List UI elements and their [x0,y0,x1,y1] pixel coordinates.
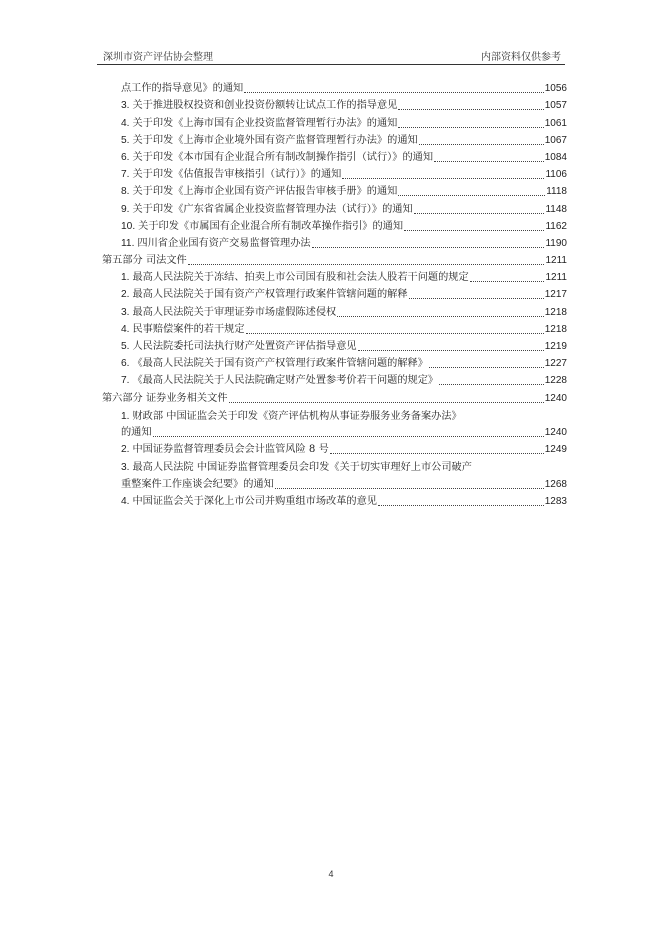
toc-entry[interactable] [97,198,567,215]
toc-entry-number: 2. [121,444,130,456]
toc-entry[interactable] [97,284,567,301]
toc-entry-number: 7. [121,169,130,181]
dot-leader [342,177,544,179]
toc-entry-number: 3. [121,462,130,474]
dot-leader [434,160,544,162]
toc-entry[interactable] [97,216,567,233]
toc-entry-title: 关于印发《上海市企业境外国有资产监督管理暂行办法》的通知 [132,134,418,146]
toc-entry-page: 1190 [545,237,567,249]
toc-entry-page: 1219 [544,341,567,352]
toc-entry[interactable] [97,319,567,336]
toc-entry-title: 最高人民法院关于冻结、拍卖上市公司国有股和社会法人股若干问题的规定 [132,272,469,284]
toc-entry-first-line[interactable] [97,456,567,473]
toc-entry-page: 1057 [544,100,567,112]
toc-entry-title: 财政部 中国证监会关于印发《资产评估机构从事证券服务业务备案办法》 [132,410,462,422]
toc-entry-title: 第六部分 证券业务相关文件 [102,392,228,404]
dot-leader [409,297,544,299]
toc-entry-title: 最高人民法院关于审理证券市场虚假陈述侵权 [132,306,337,318]
toc-entry-title: 《最高人民法院关于人民法院确定财产处置参考价若干问题的规定》 [132,375,439,387]
toc-entry[interactable] [97,301,567,318]
dot-leader [419,143,544,145]
dot-leader [153,435,544,437]
dot-leader [378,504,544,506]
toc-entry-title: 四川省企业国有资产交易监督管理办法 [137,237,311,249]
table-of-contents [97,78,567,508]
dot-leader [312,246,545,248]
toc-entry-title: 《最高人民法院关于国有资产产权管理行政案件管辖问题的解释》 [132,358,428,370]
dot-leader [330,452,544,454]
toc-entry-title: 民事赔偿案件的若干规定 [132,323,245,335]
toc-entry-number: 4. [121,495,130,507]
toc-entry-number: 4. [121,117,130,129]
toc-entry-title: 最高人民法院 中国证券监督管理委员会印发《关于切实审理好上市公司破产 [132,462,472,474]
dot-leader [398,108,543,110]
toc-entry-page: 1056 [544,83,567,95]
toc-entry-number: 10. [121,220,136,232]
toc-entry-page: 1211 [545,272,567,284]
toc-entry[interactable] [97,336,567,353]
dot-leader [229,401,544,403]
toc-entry-title: 点工作的指导意见》的通知 [121,83,244,95]
toc-entry-page: 1268 [544,478,567,490]
toc-entry-page: 1218 [544,306,567,318]
toc-entry-title-continued: 的通知 [121,426,152,438]
toc-entry-page: 1162 [545,220,567,232]
toc-entry-title: 中国证监会关于深化上市公司并购重组市场改革的意见 [132,495,377,507]
toc-entry[interactable] [97,422,567,439]
toc-entry-title: 关于印发《估值报告审核指引（试行）》的通知 [132,169,342,181]
toc-entry-page: 1240 [544,392,567,404]
toc-entry[interactable] [97,78,567,95]
toc-entry-number: 5. [121,134,130,146]
header-rule [97,64,565,65]
toc-entry-title: 中国证券监督管理委员会会计监管风险 8 号 [132,444,329,456]
toc-entry[interactable] [97,491,567,508]
toc-entry[interactable] [97,387,567,404]
dot-leader [244,91,544,93]
toc-entry-number: 9. [121,203,130,215]
toc-entry-page: 1067 [544,134,567,146]
toc-entry-number: 11. [121,237,135,249]
toc-entry-page: 1217 [544,289,567,301]
toc-entry-number: 6. [121,151,130,163]
toc-entry-title: 最高人民法院关于国有资产产权管理行政案件管辖问题的解释 [132,289,408,301]
toc-entry-page: 1218 [544,323,567,335]
toc-entry[interactable] [97,233,567,250]
toc-entry-title: 关于印发《市属国有企业混合所有制改革操作指引》的通知 [138,220,404,232]
toc-entry-title: 关于推进股权投资和创业投资份额转让试点工作的指导意见 [132,100,398,112]
toc-entry[interactable] [97,147,567,164]
toc-entry-number: 1. [121,410,130,422]
dot-leader [414,212,545,214]
toc-entry[interactable] [97,353,567,370]
toc-entry-number: 5. [121,341,130,352]
toc-entry[interactable] [97,473,567,490]
dot-leader [398,194,545,196]
header-right-text: 内部资料仅供参考 [481,52,561,63]
toc-entry-title: 关于印发《上海市企业国有资产评估报告审核手册》的通知 [132,186,398,198]
toc-entry[interactable] [97,95,567,112]
toc-entry[interactable] [97,250,567,267]
toc-entry-page: 1249 [544,444,567,456]
toc-entry-page: 1106 [545,169,567,181]
dot-leader [246,332,544,334]
toc-entry[interactable] [97,112,567,129]
dot-leader [275,487,544,489]
toc-entry-page: 1240 [544,426,567,438]
dot-leader [439,383,544,385]
toc-entry-number: 4. [121,323,130,335]
toc-entry-page: 1228 [544,375,567,387]
toc-entry[interactable] [97,267,567,284]
toc-entry-title-continued: 重整案件工作座谈会纪要》的通知 [121,478,274,490]
toc-entry-title: 关于印发《上海市国有企业投资监督管理暂行办法》的通知 [132,117,398,129]
page-number: 4 [328,869,334,879]
toc-entry-title: 关于印发《广东省省属企业投资监督管理办法（试行）》的通知 [132,203,413,215]
toc-entry-page: 1227 [544,358,567,370]
toc-entry-number: 7. [121,375,130,387]
dot-leader [429,366,544,368]
toc-entry-page: 1118 [546,186,567,198]
toc-entry-page: 1061 [544,117,567,129]
toc-entry[interactable] [97,130,567,147]
toc-entry-page: 1283 [544,495,567,507]
toc-entry-number: 2. [121,289,130,301]
header-left-text: 深圳市资产评估协会整理 [103,52,213,63]
dot-leader [188,263,545,265]
dot-leader [470,280,545,282]
toc-entry-page: 1211 [545,255,567,267]
toc-entry-page: 1148 [545,203,567,215]
toc-entry-first-line[interactable] [97,405,567,422]
toc-entry-title: 关于印发《本市国有企业混合所有制改制操作指引（试行）》的通知 [132,151,434,163]
toc-entry-number: 3. [121,306,130,318]
dot-leader [398,126,543,128]
dot-leader [404,229,544,231]
toc-entry[interactable] [97,439,567,456]
dot-leader [358,349,544,351]
toc-entry-title: 第五部分 司法文件 [102,255,187,267]
toc-entry-number: 1. [121,272,130,284]
toc-entry-page: 1084 [544,151,567,163]
dot-leader [337,315,544,317]
toc-entry-number: 6. [121,358,130,370]
toc-entry[interactable] [97,370,567,387]
toc-entry[interactable] [97,181,567,198]
toc-entry[interactable] [97,164,567,181]
toc-entry-number: 3. [121,100,130,112]
toc-entry-number: 8. [121,186,130,198]
toc-entry-title: 人民法院委托司法执行财产处置资产评估指导意见 [132,341,357,352]
